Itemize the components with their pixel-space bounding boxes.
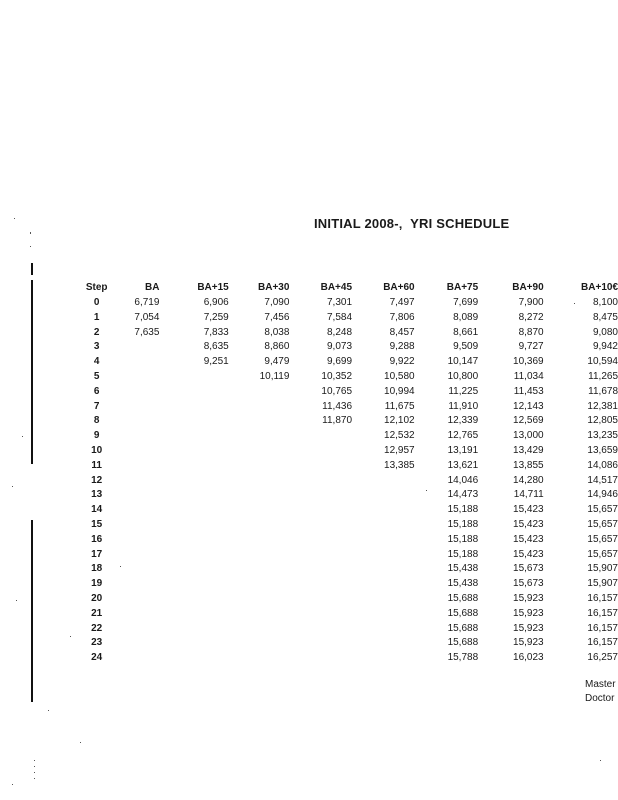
salary-cell: 15,438 xyxy=(447,563,479,575)
salary-cell xyxy=(115,518,159,533)
salary-cell: 10,119 xyxy=(259,370,290,382)
salary-cell: 10,765 xyxy=(321,385,353,397)
salary-cell: 8,272 xyxy=(518,311,544,323)
step-number: 19 xyxy=(91,578,103,590)
salary-cell: 15,688 xyxy=(447,622,479,634)
salary-cell: 8,860 xyxy=(264,341,290,353)
salary-cell xyxy=(289,459,352,474)
salary-cell: 14,046 xyxy=(447,474,479,486)
salary-cell: 13,191 xyxy=(447,444,479,456)
table-row xyxy=(78,311,618,326)
salary-cell: 9,288 xyxy=(389,341,415,353)
salary-cell: 15,923 xyxy=(513,637,544,649)
salary-cell: 15,657 xyxy=(587,518,618,530)
step-number: 22 xyxy=(91,622,103,634)
salary-cell: 11,675 xyxy=(384,400,415,412)
salary-cell xyxy=(115,340,159,355)
salary-cell xyxy=(229,533,290,548)
salary-cell xyxy=(159,474,228,489)
salary-cell xyxy=(289,577,352,592)
step-number: 4 xyxy=(93,356,100,368)
step-number: 20 xyxy=(91,592,103,604)
salary-cell: 16,157 xyxy=(587,622,618,634)
salary-cell: 15,188 xyxy=(447,548,479,560)
salary-cell: 8,038 xyxy=(264,326,290,338)
salary-cell: 11,436 xyxy=(322,400,353,412)
salary-cell: 11,910 xyxy=(448,400,479,412)
salary-cell xyxy=(229,518,290,533)
table-row xyxy=(78,651,618,666)
table-row xyxy=(78,474,618,489)
salary-cell xyxy=(159,577,228,592)
salary-cell: 7,635 xyxy=(134,326,160,338)
salary-cell xyxy=(159,518,228,533)
salary-cell: 15,688 xyxy=(447,607,479,619)
salary-cell xyxy=(352,651,415,666)
salary-cell xyxy=(289,429,352,444)
salary-cell: 11,453 xyxy=(513,385,544,397)
salary-cell xyxy=(229,385,290,400)
salary-cell: 14,517 xyxy=(587,474,618,486)
salary-cell xyxy=(115,370,159,385)
step-number: 8 xyxy=(93,415,100,427)
salary-cell: 12,143 xyxy=(513,400,544,412)
salary-cell xyxy=(229,444,290,459)
salary-cell xyxy=(159,385,228,400)
salary-cell: 15,907 xyxy=(587,578,618,590)
salary-cell xyxy=(289,562,352,577)
salary-cell xyxy=(352,488,415,503)
step-number: 9 xyxy=(93,430,100,442)
salary-cell xyxy=(159,651,228,666)
salary-cell: 9,073 xyxy=(326,341,353,353)
salary-cell: 10,594 xyxy=(587,356,618,368)
salary-cell: 15,923 xyxy=(513,592,544,604)
salary-cell xyxy=(289,503,352,518)
salary-cell xyxy=(115,474,159,489)
salary-cell xyxy=(115,429,159,444)
salary-cell: 15,423 xyxy=(513,504,544,516)
salary-cell: 11,870 xyxy=(322,415,353,427)
table-row xyxy=(78,636,618,651)
salary-cell: 15,907 xyxy=(587,563,618,575)
salary-cell xyxy=(229,548,290,563)
scan-margin-mark xyxy=(31,520,33,702)
step-number: 18 xyxy=(91,563,103,575)
table-body xyxy=(78,296,618,666)
salary-cell xyxy=(289,622,352,637)
salary-cell xyxy=(115,577,159,592)
salary-cell: 16,257 xyxy=(587,652,618,664)
step-number: 0 xyxy=(93,297,100,308)
table-row xyxy=(78,429,618,444)
column-header: BA+75 xyxy=(446,282,479,293)
step-number: 3 xyxy=(93,341,100,353)
salary-cell xyxy=(352,548,415,563)
salary-cell: 15,688 xyxy=(447,592,479,604)
step-number: 24 xyxy=(91,652,103,664)
salary-cell: 15,788 xyxy=(447,652,479,664)
salary-cell: 15,673 xyxy=(513,563,544,575)
salary-cell xyxy=(289,444,352,459)
salary-cell xyxy=(159,459,228,474)
salary-cell: 10,147 xyxy=(447,356,479,368)
salary-cell xyxy=(229,400,290,415)
salary-cell xyxy=(229,414,290,429)
salary-cell: 13,000 xyxy=(513,430,544,442)
salary-cell xyxy=(159,370,228,385)
salary-cell: 15,657 xyxy=(587,504,618,516)
step-number: 14 xyxy=(91,504,103,516)
salary-cell: 12,339 xyxy=(447,415,479,427)
salary-cell xyxy=(352,503,415,518)
salary-cell: 13,621 xyxy=(447,459,479,471)
salary-cell xyxy=(352,592,415,607)
salary-cell xyxy=(115,562,159,577)
salary-cell: 7,497 xyxy=(389,297,415,308)
salary-cell xyxy=(289,548,352,563)
salary-cell: 9,699 xyxy=(326,356,353,368)
salary-cell xyxy=(159,592,228,607)
salary-cell: 15,438 xyxy=(447,578,479,590)
table-row xyxy=(78,562,618,577)
salary-cell: 13,385 xyxy=(384,459,415,471)
salary-cell xyxy=(229,651,290,666)
salary-cell xyxy=(115,488,159,503)
salary-cell xyxy=(159,607,228,622)
table-row xyxy=(78,355,618,370)
step-number: 17 xyxy=(91,548,103,560)
salary-cell: 15,657 xyxy=(587,548,618,560)
salary-cell: 11,265 xyxy=(588,370,618,382)
salary-cell: 15,423 xyxy=(513,518,544,530)
salary-cell: 16,157 xyxy=(587,607,618,619)
salary-cell: 13,429 xyxy=(513,444,544,456)
salary-cell: 12,569 xyxy=(513,415,544,427)
salary-cell xyxy=(289,518,352,533)
column-header: BA+15 xyxy=(197,282,229,293)
salary-cell xyxy=(115,651,159,666)
salary-cell: 9,479 xyxy=(264,356,290,368)
salary-cell: 9,942 xyxy=(592,341,618,353)
salary-cell xyxy=(115,607,159,622)
salary-cell xyxy=(115,444,159,459)
salary-cell: 8,475 xyxy=(592,311,618,323)
salary-cell: 9,922 xyxy=(389,356,415,368)
salary-cell: 7,090 xyxy=(264,297,290,308)
salary-cell: 8,457 xyxy=(389,326,415,338)
table-row xyxy=(78,488,618,503)
salary-cell: 14,473 xyxy=(447,489,479,501)
salary-cell: 12,765 xyxy=(447,430,479,442)
salary-cell xyxy=(159,636,228,651)
salary-cell: 7,584 xyxy=(326,311,353,323)
salary-cell: 12,957 xyxy=(384,444,415,456)
salary-cell: 7,456 xyxy=(264,311,290,323)
salary-cell xyxy=(352,562,415,577)
salary-cell: 10,800 xyxy=(447,370,479,382)
salary-cell: 7,699 xyxy=(453,297,479,308)
salary-cell xyxy=(115,400,159,415)
salary-cell: 9,080 xyxy=(592,326,618,338)
salary-cell xyxy=(115,385,159,400)
salary-cell xyxy=(352,518,415,533)
column-header-step: Step xyxy=(85,282,108,293)
note-master: Master xyxy=(585,679,616,690)
step-number: 13 xyxy=(91,489,103,501)
salary-cell: 12,532 xyxy=(384,430,415,442)
salary-cell xyxy=(115,355,159,370)
table-row xyxy=(78,340,618,355)
salary-cell: 15,423 xyxy=(513,533,544,545)
salary-cell xyxy=(159,429,228,444)
salary-cell xyxy=(159,444,228,459)
salary-cell: 9,509 xyxy=(453,341,479,353)
salary-cell: 14,086 xyxy=(587,459,618,471)
salary-cell xyxy=(352,533,415,548)
table-row xyxy=(78,385,618,400)
column-header: BA+60 xyxy=(383,282,415,293)
salary-cell xyxy=(229,503,290,518)
column-header: BA xyxy=(144,282,160,293)
salary-cell xyxy=(115,592,159,607)
note-doctor: Doctor xyxy=(585,693,615,704)
salary-cell xyxy=(229,592,290,607)
salary-cell: 10,352 xyxy=(321,370,353,382)
salary-cell: 15,657 xyxy=(587,533,618,545)
salary-cell: 7,833 xyxy=(203,326,229,338)
salary-cell: 15,188 xyxy=(447,518,479,530)
salary-cell xyxy=(352,636,415,651)
salary-schedule-table xyxy=(78,280,618,666)
table-row xyxy=(78,459,618,474)
table-row xyxy=(78,444,618,459)
table-header-row xyxy=(78,280,618,296)
step-number: 2 xyxy=(93,326,100,338)
table-row xyxy=(78,607,618,622)
degree-notes xyxy=(585,678,616,706)
salary-cell xyxy=(229,577,290,592)
salary-cell xyxy=(352,577,415,592)
salary-cell xyxy=(289,533,352,548)
salary-cell: 7,259 xyxy=(203,311,229,323)
salary-cell: 12,381 xyxy=(587,400,618,412)
salary-cell xyxy=(289,636,352,651)
column-header: BA+45 xyxy=(320,282,353,293)
table-row xyxy=(78,326,618,341)
salary-cell xyxy=(289,607,352,622)
salary-cell: 7,054 xyxy=(134,311,160,323)
salary-cell: 15,188 xyxy=(447,504,479,516)
salary-cell xyxy=(289,592,352,607)
table-row xyxy=(78,577,618,592)
table-row xyxy=(78,400,618,415)
salary-cell: 8,100 xyxy=(592,297,618,308)
salary-cell: 11,678 xyxy=(588,385,618,397)
salary-cell: 7,806 xyxy=(389,311,415,323)
salary-cell: 13,855 xyxy=(513,459,544,471)
scan-margin-mark xyxy=(31,263,33,275)
table-row xyxy=(78,533,618,548)
step-number: 15 xyxy=(91,518,103,530)
salary-cell: 8,635 xyxy=(203,341,229,353)
column-header: BA+10€ xyxy=(581,282,618,293)
salary-cell xyxy=(115,503,159,518)
salary-cell: 15,423 xyxy=(513,548,544,560)
salary-cell: 16,157 xyxy=(587,592,618,604)
column-header: BA+90 xyxy=(512,282,544,293)
salary-cell: 10,369 xyxy=(513,356,544,368)
salary-cell xyxy=(115,414,159,429)
salary-cell: 9,727 xyxy=(518,341,544,353)
salary-cell: 11,225 xyxy=(448,385,479,397)
salary-cell xyxy=(229,622,290,637)
table-row xyxy=(78,622,618,637)
step-number: 6 xyxy=(93,385,100,397)
salary-cell xyxy=(159,548,228,563)
salary-cell xyxy=(352,474,415,489)
salary-cell: 7,301 xyxy=(326,297,353,308)
salary-cell: 16,157 xyxy=(587,637,618,649)
step-number: 21 xyxy=(91,607,103,619)
table-row xyxy=(78,548,618,563)
salary-cell xyxy=(289,474,352,489)
salary-cell: 8,248 xyxy=(326,326,353,338)
document-title: INITIAL 2008-‚ YRI SCHEDULE xyxy=(314,216,510,231)
salary-cell xyxy=(229,607,290,622)
salary-cell xyxy=(115,459,159,474)
salary-cell xyxy=(229,488,290,503)
salary-cell xyxy=(159,488,228,503)
salary-cell xyxy=(159,533,228,548)
step-number: 11 xyxy=(91,459,102,471)
table-row xyxy=(78,518,618,533)
salary-cell xyxy=(289,651,352,666)
salary-cell xyxy=(289,488,352,503)
salary-cell xyxy=(229,429,290,444)
salary-cell: 15,923 xyxy=(513,622,544,634)
salary-cell: 14,711 xyxy=(513,489,544,501)
table-row xyxy=(78,414,618,429)
salary-cell xyxy=(229,562,290,577)
salary-cell: 16,023 xyxy=(513,652,544,664)
salary-cell: 15,673 xyxy=(513,578,544,590)
salary-cell: 13,235 xyxy=(587,430,618,442)
salary-cell: 8,870 xyxy=(518,326,544,338)
salary-cell: 12,102 xyxy=(384,415,415,427)
salary-cell: 10,580 xyxy=(384,370,415,382)
step-number: 1 xyxy=(93,311,100,323)
salary-cell: 6,906 xyxy=(203,297,229,308)
salary-cell xyxy=(115,622,159,637)
salary-cell: 8,661 xyxy=(453,326,479,338)
step-number: 5 xyxy=(93,370,100,382)
salary-cell: 11,034 xyxy=(513,370,544,382)
salary-cell xyxy=(159,622,228,637)
salary-cell: 15,923 xyxy=(513,607,544,619)
table-row xyxy=(78,370,618,385)
table-row xyxy=(78,592,618,607)
salary-cell: 6,719 xyxy=(134,297,160,308)
salary-cell xyxy=(229,474,290,489)
salary-cell xyxy=(159,414,228,429)
table-row xyxy=(78,296,618,311)
salary-cell xyxy=(352,622,415,637)
salary-cell: 8,089 xyxy=(453,311,479,323)
salary-cell xyxy=(159,503,228,518)
salary-cell xyxy=(159,562,228,577)
salary-cell xyxy=(115,636,159,651)
salary-cell: 10,994 xyxy=(384,385,415,397)
salary-cell xyxy=(115,548,159,563)
salary-cell xyxy=(159,400,228,415)
step-number: 10 xyxy=(91,444,103,456)
salary-cell: 15,688 xyxy=(447,637,479,649)
salary-cell: 15,188 xyxy=(447,533,479,545)
step-number: 12 xyxy=(91,474,103,486)
salary-cell xyxy=(352,607,415,622)
step-number: 16 xyxy=(91,533,103,545)
salary-cell: 14,280 xyxy=(513,474,544,486)
salary-cell xyxy=(229,636,290,651)
salary-cell: 12,805 xyxy=(587,415,618,427)
column-header: BA+30 xyxy=(258,282,290,293)
salary-cell: 7,900 xyxy=(518,297,544,308)
step-number: 23 xyxy=(91,637,103,649)
step-number: 7 xyxy=(93,400,100,412)
table-row xyxy=(78,503,618,518)
salary-cell: 13,659 xyxy=(587,444,618,456)
salary-cell: 9,251 xyxy=(203,356,229,368)
salary-cell: 14,946 xyxy=(587,489,618,501)
salary-cell xyxy=(115,533,159,548)
scan-margin-mark xyxy=(31,280,33,464)
salary-cell xyxy=(229,459,290,474)
